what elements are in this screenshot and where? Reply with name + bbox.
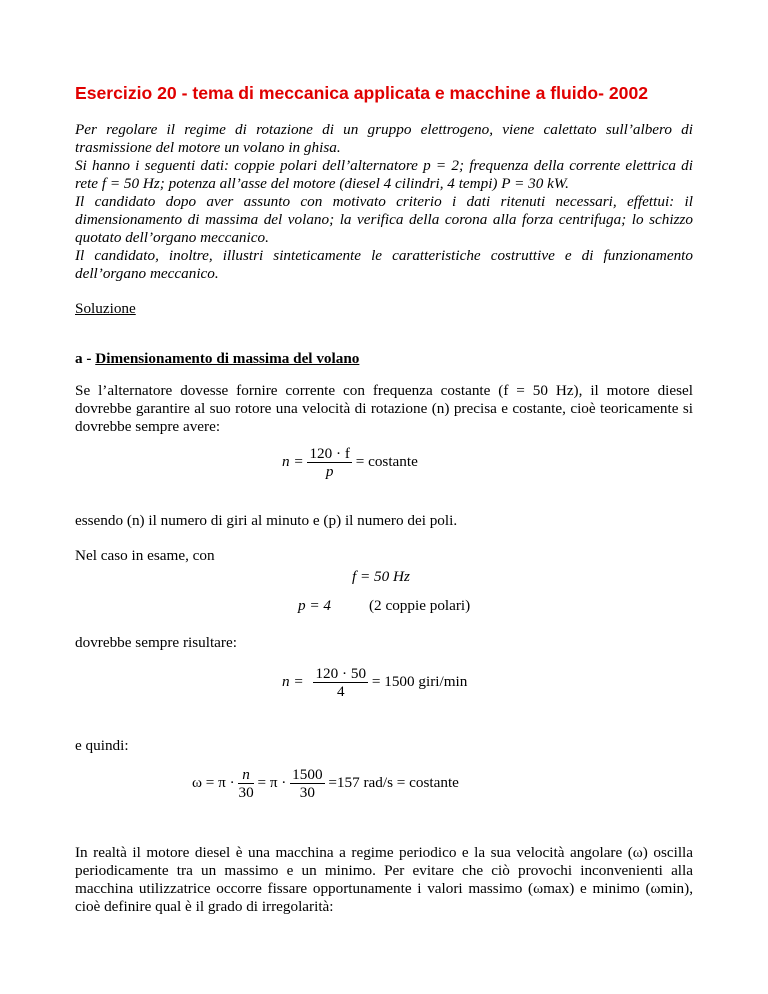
paragraph-4: dovrebbe sempre risultare: [75, 634, 237, 651]
section-a-title: Dimensionamento di massima del volano [95, 350, 360, 367]
paragraph-3: Nel caso in esame, con [75, 547, 215, 564]
fraction-denominator: 30 [299, 784, 315, 801]
paragraph-line: dovrebbe sempre avere: [75, 418, 221, 435]
paragraph-2: essendo (n) il numero di giri al minuto e (p) il numero dei poli. [75, 512, 458, 529]
statement-line: Si hanno i seguenti dati: coppie polari dell’alternatore p = 2; frequenza della corrente elettrica di [75, 157, 693, 174]
equation-middle: = π · [257, 773, 287, 791]
equation-lhs: n = [282, 672, 304, 690]
paragraph-line: Se l’alternatore dovesse fornire corrente con frequenza costante (f = 50 Hz), il motore diesel [75, 382, 693, 399]
fraction-denominator: 4 [336, 683, 345, 700]
statement-line: dell’organo meccanico. [75, 265, 219, 282]
paragraph-6 [75, 844, 693, 916]
paragraph-line: periodicamente tra un massimo e un minimo. Per evitare che ciò provochi inconvenienti alla [75, 862, 693, 879]
fraction [313, 665, 368, 700]
fraction [307, 445, 352, 480]
given-poles: p = 4 [298, 597, 332, 614]
fraction-denominator: p [325, 463, 334, 480]
equation-lhs: n = [282, 452, 304, 470]
statement-line: Per regolare il regime di rotazione di un gruppo elettrogeno, viene calettato sull’albero di [75, 121, 693, 138]
statement-line: rete f = 50 Hz; potenza all’asse del motore (diesel 4 cilindri, 4 tempi) P = 30 kW. [75, 175, 569, 192]
statement-line: Il candidato dopo aver assunto con motivato criterio i dati ritenuti necessari, effettui: il [75, 193, 693, 210]
statement-line: Il candidato, inoltre, illustri sinteticamente le caratteristiche costruttive e di funzionamento [75, 247, 693, 264]
fraction-numerator: n [238, 766, 253, 784]
paragraph-line: cioè definire qual è il grado di irregolarità: [75, 898, 334, 915]
equation-omega [192, 766, 459, 801]
equation-speed [282, 445, 418, 480]
fraction-denominator: 30 [238, 784, 254, 801]
equation-rhs: = costante [355, 452, 418, 470]
equation-rpm [282, 665, 467, 700]
paragraph-line: dovrebbe garantire al suo rotore una velocità di rotazione (n) precisa e costante, cioè teoricamente si [75, 400, 693, 417]
equation-lhs: ω = π · [192, 773, 235, 791]
equation-rhs: =157 rad/s = costante [328, 773, 459, 791]
exercise-statement [75, 121, 693, 283]
fraction-numerator: 120 · 50 [315, 665, 367, 682]
equation-rhs: = 1500 giri/min [371, 672, 468, 690]
given-poles-note: (2 coppie polari) [369, 597, 471, 614]
fraction-numerator: 1500 [292, 766, 323, 783]
fraction [290, 766, 324, 801]
given-frequency: f = 50 Hz [352, 568, 410, 585]
fraction-numerator: 120 · f [309, 445, 350, 462]
paragraph-line: macchina utilizzatrice occorre fissare opportunamente i valori massimo (ωmax) e minimo (ωmin), [75, 880, 693, 897]
statement-line: dimensionamento di massima del volano; la verifica della corona alla forza centrifuga; lo schizzo [75, 211, 693, 228]
document-title: Esercizio 20 - tema di meccanica applicata e macchine a fluido- 2002 [75, 83, 649, 103]
paragraph-1 [75, 382, 693, 436]
statement-line: quotato dell’organo meccanico. [75, 229, 269, 246]
section-a-heading [75, 350, 359, 368]
paragraph-5: e quindi: [75, 737, 129, 754]
fraction [238, 766, 253, 801]
paragraph-line: In realtà il motore diesel è una macchina a regime periodico e la sua velocità angolare (ω) oscilla [75, 844, 693, 861]
statement-line: trasmissione del motore un volano in ghisa. [75, 139, 341, 156]
solution-heading: Soluzione [75, 300, 136, 317]
section-a-prefix: a - [75, 350, 96, 367]
